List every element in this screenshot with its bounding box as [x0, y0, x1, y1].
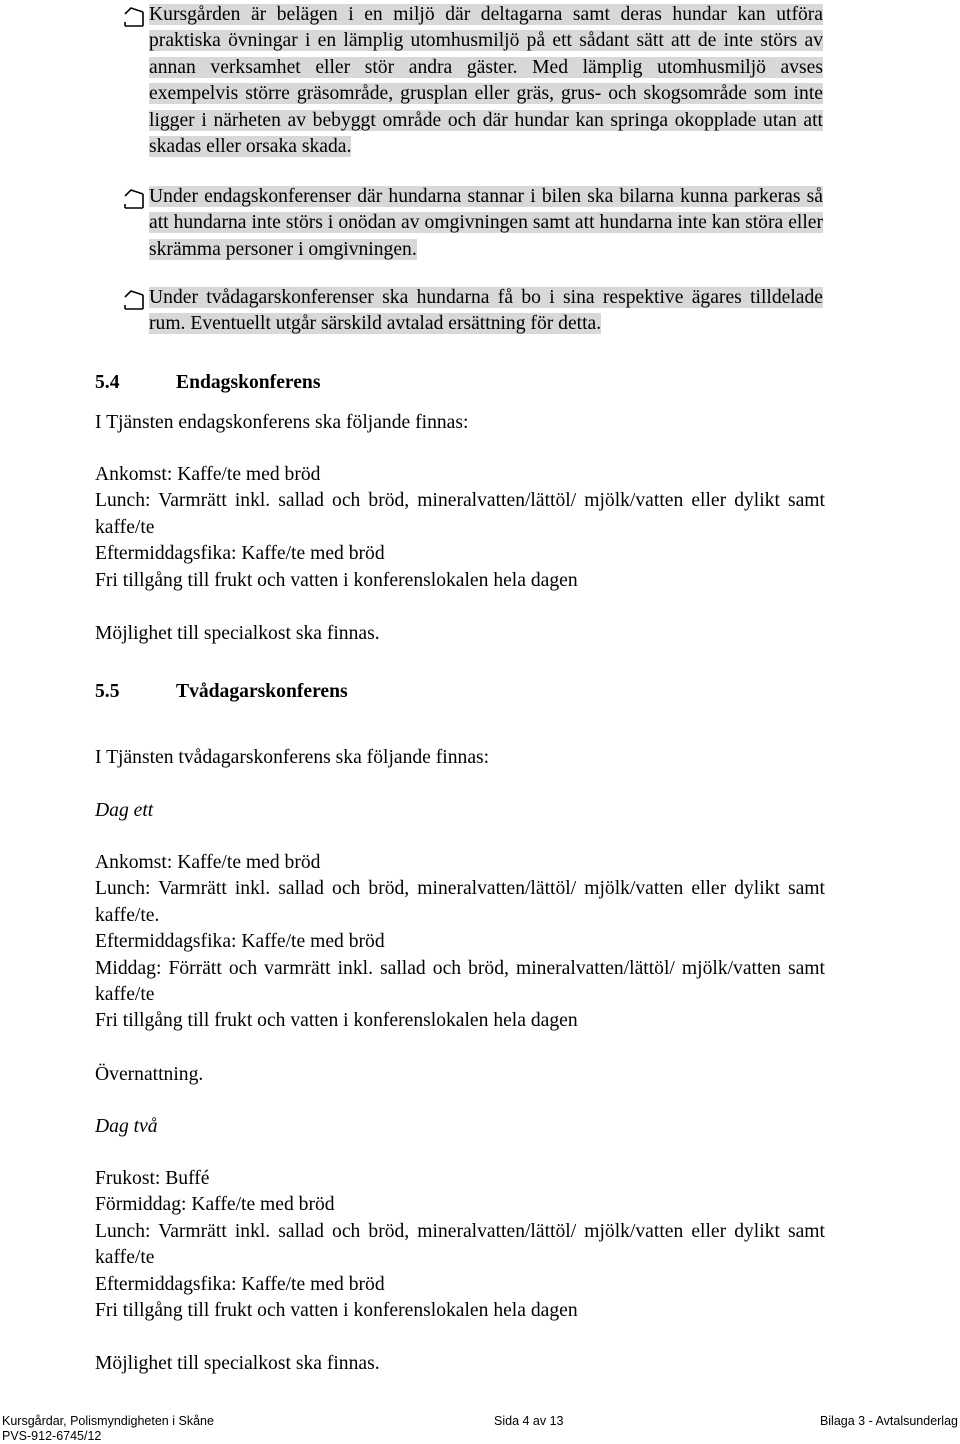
list-item: Eftermiddagsfika: Kaffe/te med bröd — [95, 931, 385, 953]
list-item: Lunch: Varmrätt inkl. sallad och bröd, mineralvatten/lättöl/ mjölk/vatten eller dylikt samt kaffe/te — [95, 490, 825, 538]
section-heading — [95, 681, 348, 703]
note: Övernattning. — [95, 1064, 204, 1085]
list-item: Lunch: Varmrätt inkl. sallad och bröd, mineralvatten/lättöl/ mjölk/vatten eller dylikt samt kaffe/te. — [95, 878, 825, 926]
day-title: Dag ett — [95, 800, 154, 821]
note: Möjlighet till specialkost ska finnas. — [95, 1353, 380, 1374]
note: Möjlighet till specialkost ska finnas. — [95, 623, 380, 644]
footer-document-name: Kursgårdar, Polismyndigheten i Skåne — [2, 1414, 214, 1428]
section-intro: I Tjänsten endagskonferens ska följande finnas: — [95, 412, 469, 433]
footer-appendix: Bilaga 3 - Avtalsunderlag — [819, 1414, 958, 1428]
section-title: Endagskonferens — [176, 372, 321, 393]
bullet-paragraph — [123, 285, 823, 338]
bullet-marker-icon — [123, 6, 145, 28]
section-number: 5.5 — [95, 681, 120, 702]
bullet-paragraph — [123, 184, 823, 263]
bullet-text: Under tvådagarskonferenser ska hundarna få bo i sina respektive ägares tilldelade rum. Eventuellt utgår särskild avtalad ersättning för detta. — [149, 287, 823, 335]
item-list — [95, 1166, 825, 1324]
item-list — [95, 462, 825, 594]
list-item: Fri tillgång till frukt och vatten i konferenslokalen hela dagen — [95, 569, 578, 591]
footer-left — [2, 1414, 214, 1444]
list-item: Fri tillgång till frukt och vatten i konferenslokalen hela dagen — [95, 1010, 578, 1032]
list-item: Eftermiddagsfika: Kaffe/te med bröd — [95, 1273, 385, 1295]
bullet-paragraph — [123, 2, 823, 160]
list-item: Förmiddag: Kaffe/te med bröd — [95, 1194, 335, 1216]
bullet-text: Under endagskonferenser där hundarna stannar i bilen ska bilarna kunna parkeras så att hundarna inte störs i onödan av omgivningen samt att hundarna inte kan störa eller skrämma personer i omgivningen. — [149, 186, 823, 260]
day-title: Dag två — [95, 1116, 158, 1137]
footer-page-number: Sida 4 av 13 — [494, 1414, 564, 1428]
item-list — [95, 850, 825, 1035]
list-item: Ankomst: Kaffe/te med bröd — [95, 464, 321, 485]
footer-reference: PVS-912-6745/12 — [2, 1429, 102, 1443]
bullet-marker-icon — [123, 289, 145, 311]
list-item: Middag: Förrätt och varmrätt inkl. sallad och bröd, mineralvatten/lättöl/ mjölk/vatten samt kaffe/te — [95, 957, 825, 1006]
list-item: Ankomst: Kaffe/te med bröd — [95, 852, 321, 873]
bullet-marker-icon — [123, 188, 145, 210]
bullet-text: Kursgården är belägen i en miljö där deltagarna samt deras hundar kan utföra praktiska övningar i en lämplig utomhusmiljö på ett sådant sätt att de inte störs av annan verksamhet eller stör andra gäster. Med lämplig utomhusmiljö avses exempelvis större gräsområde, grusplan eller gräs, grus- och skogsområde som inte ligger i närheten av bebyggt område och där hundar kan springa okopplade utan att skadas eller orsaka skada. — [149, 4, 823, 158]
section-title: Tvådagarskonferens — [176, 681, 348, 702]
list-item: Lunch: Varmrätt inkl. sallad och bröd, mineralvatten/lättöl/ mjölk/vatten eller dylikt samt kaffe/te — [95, 1220, 825, 1269]
list-item: Eftermiddagsfika: Kaffe/te med bröd — [95, 543, 385, 565]
section-number: 5.4 — [95, 372, 120, 393]
section-intro: I Tjänsten tvådagarskonferens ska följande finnas: — [95, 747, 490, 768]
list-item: Frukost: Buffé — [95, 1168, 210, 1189]
section-heading — [95, 372, 320, 394]
list-item: Fri tillgång till frukt och vatten i konferenslokalen hela dagen — [95, 1300, 578, 1322]
